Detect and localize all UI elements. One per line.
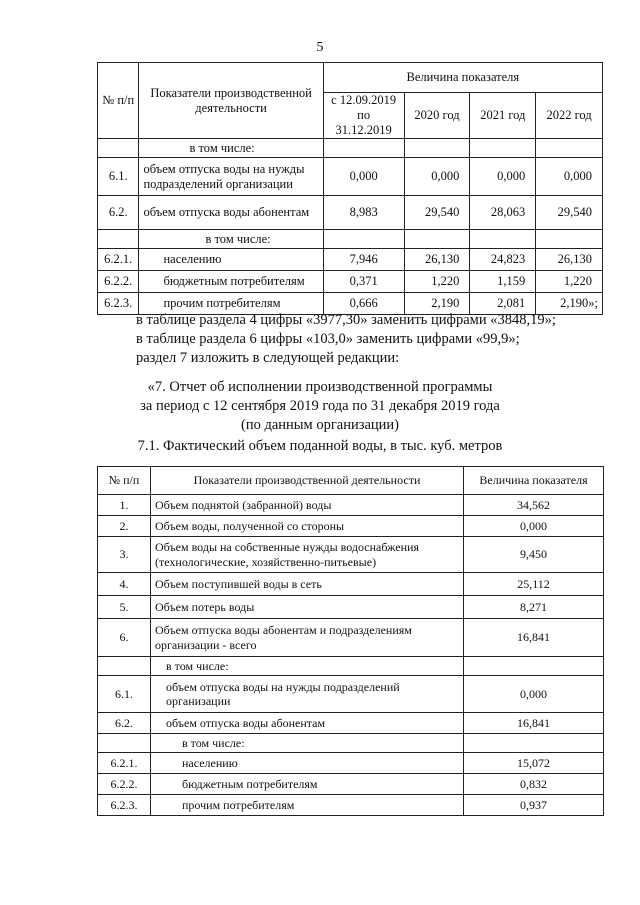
row-label: населению — [151, 753, 464, 774]
cell-value: 1,220 — [536, 271, 603, 293]
cell-value: 0,000 — [464, 676, 604, 713]
cell-value: 16,841 — [464, 713, 604, 734]
row-num: 6.2.1. — [98, 249, 139, 271]
cell-value: 2,081 — [470, 293, 536, 315]
table-row — [98, 596, 604, 619]
row-label: Объем потерь воды — [151, 596, 464, 619]
row-num: 6.2.2. — [98, 774, 151, 795]
cell-value: 26,130 — [536, 249, 603, 271]
header-num: № п/п — [98, 63, 139, 139]
header-period: 2022 год — [536, 93, 603, 139]
row-label: в том числе: — [139, 139, 323, 158]
cell-value: 29,540 — [404, 196, 470, 230]
cell-value: 0,937 — [464, 795, 604, 816]
table-row — [98, 249, 603, 271]
cell-value: 8,271 — [464, 596, 604, 619]
table-row — [98, 158, 603, 196]
cell-value: 16,841 — [464, 619, 604, 657]
row-label: Объем отпуска воды абонентам и подразделениям организации - всего — [151, 619, 464, 657]
section-title-line: за период с 12 сентября 2019 года по 31 декабря 2019 года — [140, 398, 500, 414]
row-label: в том числе: — [151, 734, 464, 753]
row-num — [98, 230, 139, 249]
table-row — [98, 196, 603, 230]
table-row — [98, 271, 603, 293]
header-period: с 12.09.2019 по 31.12.2019 — [323, 93, 404, 139]
subsection-title: 7.1. Фактический объем поданной воды, в тыс. куб. метров — [137, 438, 503, 454]
cell-value: 0,000 — [536, 158, 603, 196]
row-num: 3. — [98, 537, 151, 573]
row-label: Объем поступившей воды в сеть — [151, 573, 464, 596]
row-num: 6.2. — [98, 713, 151, 734]
row-num: 6.2.2. — [98, 271, 139, 293]
row-label: населению — [139, 249, 323, 271]
cell-value: 24,823 — [470, 249, 536, 271]
cell-value: 26,130 — [404, 249, 470, 271]
row-num: 6.1. — [98, 158, 139, 196]
header-indicator: Показатели производственной деятельности — [139, 63, 323, 139]
header-period: 2020 год — [404, 93, 470, 139]
cell-value: 15,072 — [464, 753, 604, 774]
header-num: № п/п — [98, 467, 151, 495]
row-label: бюджетным потребителям — [151, 774, 464, 795]
cell-value: 2,190 — [404, 293, 470, 315]
row-label: объем отпуска воды абонентам — [151, 713, 464, 734]
header-value: Величина показателя — [323, 63, 602, 93]
cell-value — [464, 734, 604, 753]
cell-value: 29,540 — [536, 196, 603, 230]
production-indicators-table — [97, 62, 603, 315]
row-num: 6. — [98, 619, 151, 657]
row-label: объем отпуска воды на нужды подразделений организации — [151, 676, 464, 713]
table-row — [98, 230, 603, 249]
row-label: объем отпуска воды абонентам — [139, 196, 323, 230]
cell-value: 1,159 — [470, 271, 536, 293]
cell-value: 0,832 — [464, 774, 604, 795]
row-label: объем отпуска воды на нужды подразделений организации — [139, 158, 323, 196]
water-volume-table — [97, 466, 604, 816]
row-num: 6.1. — [98, 676, 151, 713]
table-row — [98, 495, 604, 516]
row-num: 6.2.3. — [98, 293, 139, 315]
table-row — [98, 795, 604, 816]
amendment-paragraph: раздел 7 изложить в следующей редакции: — [136, 350, 400, 366]
row-num: 6.2.3. — [98, 795, 151, 816]
cell-value: 28,063 — [470, 196, 536, 230]
row-num: 2. — [98, 516, 151, 537]
row-num: 6.2.1. — [98, 753, 151, 774]
table-row — [98, 573, 604, 596]
row-label: прочим потребителям — [151, 795, 464, 816]
cell-value: 25,112 — [464, 573, 604, 596]
table-row — [98, 657, 604, 676]
cell-value: 8,983 — [323, 196, 404, 230]
cell-value: 0,000 — [404, 158, 470, 196]
row-label: прочим потребителям — [139, 293, 323, 315]
table-row — [98, 753, 604, 774]
table-row — [98, 139, 603, 158]
cell-value: 0,000 — [470, 158, 536, 196]
cell-value: 7,946 — [323, 249, 404, 271]
cell-value: 0,000 — [464, 516, 604, 537]
table-row — [98, 774, 604, 795]
header-indicator: Показатели производственной деятельности — [151, 467, 464, 495]
table-row — [98, 619, 604, 657]
table-row — [98, 676, 604, 713]
row-num: 1. — [98, 495, 151, 516]
cell-value: 0,371 — [323, 271, 404, 293]
page-number: 5 — [316, 40, 324, 55]
row-num: 5. — [98, 596, 151, 619]
cell-value: 0,666 — [323, 293, 404, 315]
row-label: в том числе: — [151, 657, 464, 676]
table-row — [98, 537, 604, 573]
row-label: Объем воды, полученной со стороны — [151, 516, 464, 537]
cell-value: 34,562 — [464, 495, 604, 516]
header-value: Величина показателя — [464, 467, 604, 495]
row-label: Объем поднятой (забранной) воды — [151, 495, 464, 516]
row-label: бюджетным потребителям — [139, 271, 323, 293]
cell-value: 0,000 — [323, 158, 404, 196]
row-num — [98, 657, 151, 676]
row-num: 4. — [98, 573, 151, 596]
amendment-paragraph: в таблице раздела 4 цифры «3977,30» заменить цифрами «3848,19»; — [136, 312, 556, 328]
cell-value — [464, 657, 604, 676]
table-row — [98, 516, 604, 537]
cell-value: 1,220 — [404, 271, 470, 293]
cell-value: 2,190»; — [536, 293, 603, 315]
cell-value: 9,450 — [464, 537, 604, 573]
table-row — [98, 713, 604, 734]
section-title-line: (по данным организации) — [240, 417, 399, 433]
row-label: Объем воды на собственные нужды водоснабжения (технологические, хозяйственно-питьевые) — [151, 537, 464, 573]
row-label: в том числе: — [139, 230, 323, 249]
amendment-paragraph: в таблице раздела 6 цифры «103,0» заменить цифрами «99,9»; — [136, 331, 520, 347]
section-title-line: «7. Отчет об исполнении производственной программы — [147, 379, 493, 395]
table-row — [98, 734, 604, 753]
row-num — [98, 734, 151, 753]
row-num — [98, 139, 139, 158]
header-period: 2021 год — [470, 93, 536, 139]
row-num: 6.2. — [98, 196, 139, 230]
